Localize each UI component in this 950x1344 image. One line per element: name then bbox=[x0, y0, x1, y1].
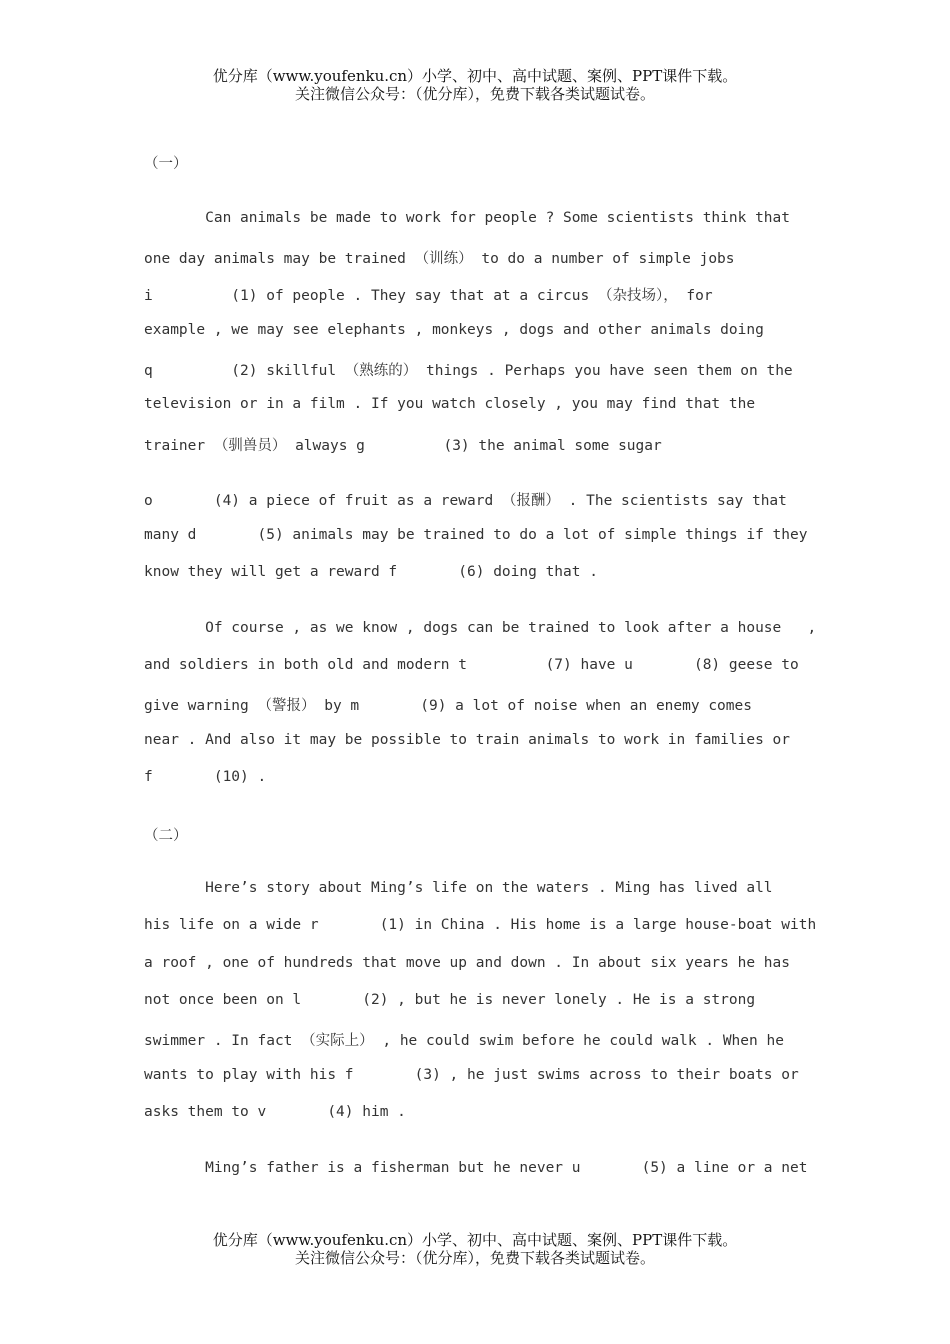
text-line: q (2) skillful （熟练的） things . Perhaps you have seen them on the bbox=[144, 363, 793, 379]
text-line: （二） bbox=[144, 828, 188, 844]
header-line-1: 优分库（www.youfenku.cn）小学、初中、高中试题、案例、PPT课件下载。 bbox=[212, 67, 738, 85]
page-footer bbox=[0, 1231, 950, 1267]
text-line: Here’s story about Ming’s life on the waters . Ming has lived all bbox=[144, 880, 773, 896]
text-line: f (10) . bbox=[144, 769, 267, 785]
text-line: wants to play with his f (3) , he just swims across to their boats or bbox=[144, 1067, 799, 1083]
text-line: （一） bbox=[144, 156, 188, 172]
text-line: asks them to v (4) him . bbox=[144, 1104, 406, 1120]
text-line: television or in a film . If you watch closely , you may find that the bbox=[144, 396, 756, 412]
header-line-2: 关注微信公众号：（优分库），免费下载各类试题试卷。 bbox=[294, 85, 655, 103]
text-line: example , we may see elephants , monkeys , dogs and other animals doing bbox=[144, 322, 764, 338]
text-line: Of course , as we know , dogs can be trained to look after a house , bbox=[144, 620, 817, 636]
text-line: and soldiers in both old and modern t (7) have u (8) geese to bbox=[144, 657, 799, 673]
text-line: o (4) a piece of fruit as a reward （报酬） . The scientists say that bbox=[144, 493, 787, 509]
text-line: many d (5) animals may be trained to do a lot of simple things if they bbox=[144, 527, 808, 543]
text-line: one day animals may be trained （训练） to do a number of simple jobs bbox=[144, 251, 735, 267]
text-line: i (1) of people . They say that at a circus （杂技场）， for bbox=[144, 288, 713, 304]
text-line: not once been on l (2) , but he is never lonely . He is a strong bbox=[144, 992, 756, 1008]
text-line: Can animals be made to work for people ? Some scientists think that bbox=[144, 210, 791, 226]
text-line: Ming’s father is a fisherman but he never u (5) a line or a net bbox=[144, 1160, 808, 1176]
text-line: near . And also it may be possible to train animals to work in families or bbox=[144, 732, 791, 748]
footer-line-2: 关注微信公众号：（优分库），免费下载各类试题试卷。 bbox=[294, 1249, 655, 1267]
page-header bbox=[0, 67, 950, 103]
footer-line-1: 优分库（www.youfenku.cn）小学、初中、高中试题、案例、PPT课件下载。 bbox=[212, 1231, 738, 1249]
text-line: give warning （警报） by m (9) a lot of noise when an enemy comes bbox=[144, 698, 752, 714]
text-line: trainer （驯兽员） always g (3) the animal some sugar bbox=[144, 438, 662, 454]
text-line: know they will get a reward f (6) doing that . bbox=[144, 564, 598, 580]
text-line: his life on a wide r (1) in China . His home is a large house-boat with bbox=[144, 917, 817, 933]
text-line: swimmer . In fact （实际上） , he could swim before he could walk . When he bbox=[144, 1033, 784, 1049]
text-line: a roof , one of hundreds that move up and down . In about six years he has bbox=[144, 955, 791, 971]
